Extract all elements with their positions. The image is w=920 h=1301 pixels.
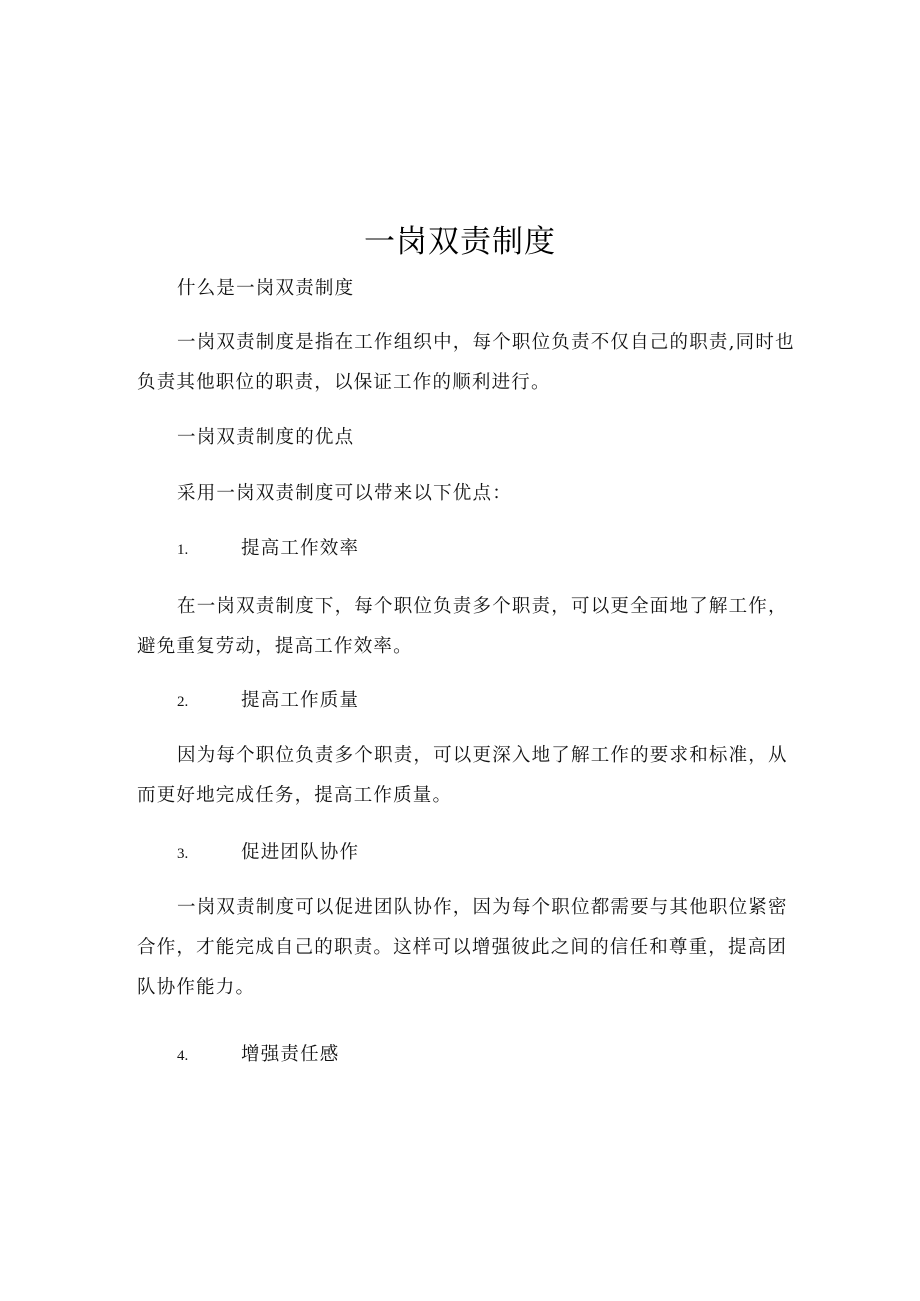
list-label: 提高工作效率 (241, 538, 360, 559)
paragraph: 在一岗双责制度下，每个职位负责多个职责，可以更全面地了解工作，避免重复劳动，提高工作效率。 (137, 596, 788, 657)
paragraph: 一岗双责制度可以促进团队协作，因为每个职位都需要与其他职位紧密合作，才能完成自己的职责。这样可以增强彼此之间的信任和尊重，提高团队协作能力。 (137, 897, 788, 998)
list-label: 提高工作质量 (241, 690, 360, 711)
list-item (177, 681, 777, 722)
paragraph: 一岗双责制度是指在工作组织中，每个职位负责不仅自己的职责,同时也负责其他职位的职责，以保证工作的顺利进行。 (137, 332, 795, 393)
section-heading: 一岗双责制度的优点 (177, 427, 355, 448)
list-item (177, 529, 777, 570)
list-item (177, 1035, 777, 1076)
list-number: 2. (177, 694, 189, 710)
paragraph: 采用一岗双责制度可以带来以下优点： (177, 483, 512, 504)
section-heading: 什么是一岗双责制度 (177, 278, 355, 299)
paragraph: 因为每个职位负责多个职责，可以更深入地了解工作的要求和标准，从而更好地完成任务，提高工作质量。 (137, 745, 788, 806)
list-number: 1. (177, 542, 189, 558)
list-label: 促进团队协作 (241, 842, 360, 863)
list-number: 4. (177, 1048, 189, 1064)
list-number: 3. (177, 846, 189, 862)
list-item (177, 833, 777, 874)
document-title: 一岗双责制度 (364, 224, 556, 260)
list-label: 增强责任感 (241, 1044, 340, 1065)
